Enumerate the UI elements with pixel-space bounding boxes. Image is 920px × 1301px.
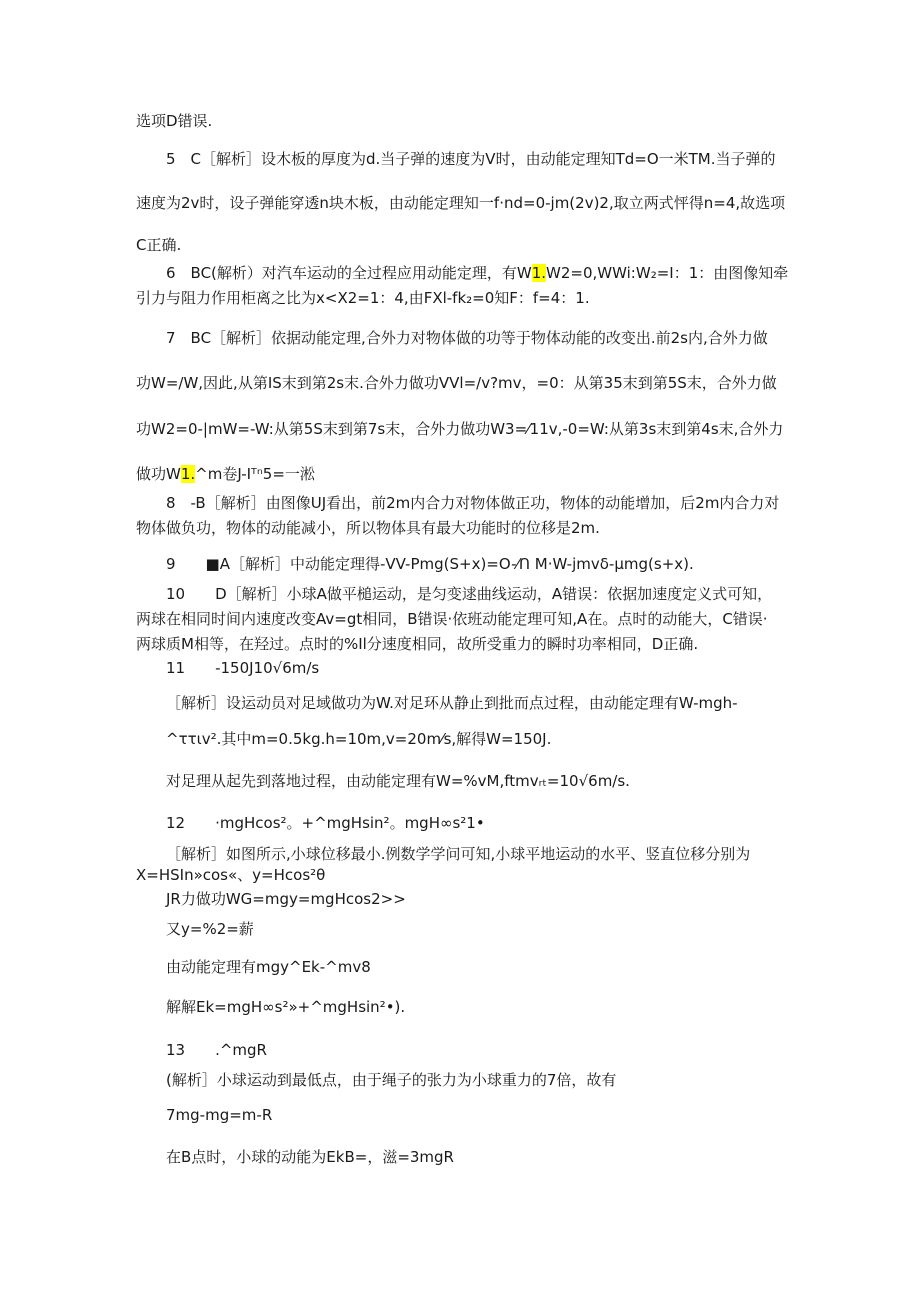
text-line: 选项D错误. <box>136 112 213 130</box>
text-line: 由动能定理有mgy^Ek-^mv8 <box>166 958 371 976</box>
text-line: 功W=/W,因此,从第IS末到第2s末.合外力做功VVl=/v?mv，=0：从第35末到第5S末，合外力做 <box>136 374 777 392</box>
text-line: 功W2=0-|mW=-W:从第5S末到第7s末，合外力做功W3=⁄11v,-0=W:从第3s末到第4s末,合外力 <box>136 420 784 438</box>
text-line <box>136 463 315 485</box>
highlight-mark: 1. <box>531 264 547 282</box>
text-line: 13 .^mgR <box>166 1041 267 1059</box>
text-line: 10 D［解析］小球A做平槌运动，是匀变逑曲线运动，A错误：依据加速度定义式可知， <box>166 585 773 603</box>
text-line: ^ττιv².其中m=0.5kg.h=10m,v=20m⁄s,解得W=150J. <box>166 730 552 748</box>
text-line: 两球质M相等，在羟过。点时的%Il分速度相同，故所受重力的瞬时功率相同，D正确. <box>136 635 699 653</box>
text-line <box>166 262 788 284</box>
text-line: C正确. <box>136 236 182 254</box>
text-segment: W2=0,WWi:W₂=I：1：由图像知牵 <box>546 264 789 282</box>
text-line: 两球在相同时间内速度改变Av=gt相同，B错误·依班动能定理可知,A在。点时的动能大，C错误· <box>136 610 768 628</box>
text-line: 5 C［解析］设木板的厚度为d.当子弹的速度为V时，由动能定理知Td=O一米TM.当子弹的 <box>166 150 776 168</box>
highlight-mark: 1. <box>180 465 196 483</box>
text-line: X=HSIn»cos«、y=Hcos²θ <box>136 866 326 884</box>
text-line: 物体做负功，物体的动能减小，所以物体具有最大功能时的位移是2m. <box>136 519 600 537</box>
text-line: 又y=%2=薪 <box>166 920 254 938</box>
text-line: 12 ·mgHcos²。+^mgHsin²。mgH∞s²1• <box>166 814 485 832</box>
text-line: 8 -B［解析］由图像UJ看出，前2m内合力对物体做正功，物体的动能增加，后2m内合力对 <box>166 494 780 512</box>
text-line: ［解析］如图所示,小球位移最小.例数学学问可知,小球平地运动的水平、竖直位移分别为 <box>166 845 751 863</box>
text-line: 解解Ek=mgH∞s²»+^mgHsin²•). <box>166 998 406 1016</box>
text-segment: 6 BC(解析）对汽车运动的全过程应用动能定理，有W <box>166 264 532 282</box>
text-line: 7mg-mg=m-R <box>166 1106 273 1124</box>
text-line: 7 BC［解析］依据动能定理,合外力对物体做的功等于物体动能的改变出.前2s内,合外力做 <box>166 329 768 347</box>
text-line: 速度为2v时，设子弹能穿透n块木板，由动能定理知一f·nd=0-jm(2v)2,取立两式怦得n=4,故选项 <box>136 194 786 212</box>
text-line: 11 -150J10√6m/s <box>166 659 320 677</box>
text-line: 9 ■A［解析］中动能定理得-VV-Pmg(S+x)=O-⁄Ո M·W-jmvδ-μmg(s+x). <box>166 555 694 573</box>
text-segment: ^m卷J-Iᵀⁿ5=一淞 <box>195 465 315 483</box>
text-line: (解析］小球运动到最低点，由于绳子的张力为小球重力的7倍，故有 <box>166 1071 617 1089</box>
text-line: JR力做功WG=mgy=mgHcos2>> <box>166 890 406 908</box>
text-line: 引力与阻力作用柜离之比为x<X2=1：4,由FXl-fk₂=0知F：f=4：1. <box>136 289 590 307</box>
text-line: 在B点时，小球的动能为EkB=，滋=3mgR <box>166 1148 454 1166</box>
text-segment: 做功W <box>136 465 181 483</box>
text-line: ［解析］设运动员对足域做功为W.对足环从静止到批而点过程，由动能定理有W-mgh- <box>166 694 738 712</box>
text-line: 对足理从起先到落地过程，由动能定理有W=%vM,ftmvᵣₜ=10√6m/s. <box>166 772 630 790</box>
